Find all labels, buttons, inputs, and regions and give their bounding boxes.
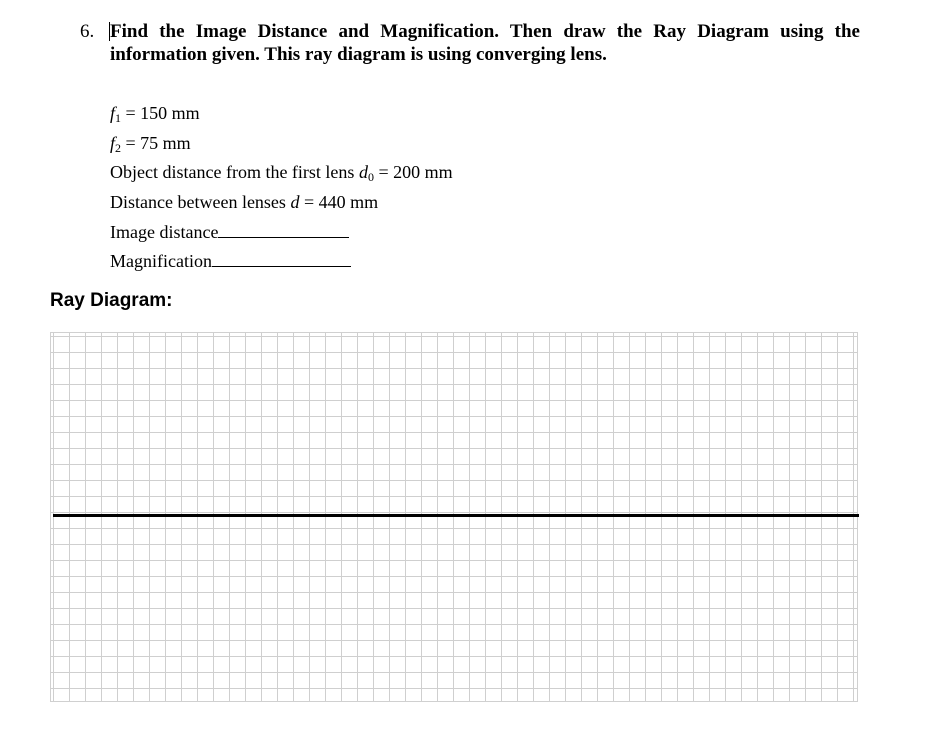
image-distance-row (110, 221, 349, 243)
given-f1 (110, 102, 200, 124)
object-distance-symbol: d (358, 162, 368, 182)
magnification-row (110, 250, 351, 272)
magnification-label: Magnification (110, 251, 212, 271)
ray-diagram-grid[interactable] (50, 332, 858, 702)
image-distance-label: Image distance (110, 222, 219, 242)
magnification-answer-blank[interactable] (212, 251, 351, 267)
lens-separation-value: = 440 mm (299, 192, 379, 212)
object-distance-label: Object distance from the first lens (110, 162, 359, 182)
f2-subscript: 2 (115, 141, 122, 155)
principal-axis (53, 514, 859, 517)
given-f2 (110, 132, 191, 154)
given-lens-separation (110, 191, 378, 213)
lens-separation-label: Distance between lenses (110, 192, 291, 212)
question-prompt: Find the Image Distance and Magnification. Then draw the Ray Diagram using the information given. This ray diagram is using converging lens. (110, 21, 860, 65)
f1-symbol: f (110, 103, 116, 123)
lens-separation-symbol: d (290, 192, 300, 212)
f2-symbol: f (110, 133, 116, 153)
f1-value: = 150 mm (125, 103, 200, 123)
object-distance-subscript: 0 (367, 170, 374, 184)
image-distance-answer-blank[interactable] (218, 222, 349, 238)
question-number: 6. (80, 21, 95, 42)
given-object-distance (110, 161, 453, 183)
object-distance-value: = 200 mm (373, 162, 453, 182)
f1-subscript: 1 (115, 111, 122, 125)
ray-diagram-title: Ray Diagram: (50, 290, 173, 311)
f2-value: = 75 mm (125, 133, 191, 153)
